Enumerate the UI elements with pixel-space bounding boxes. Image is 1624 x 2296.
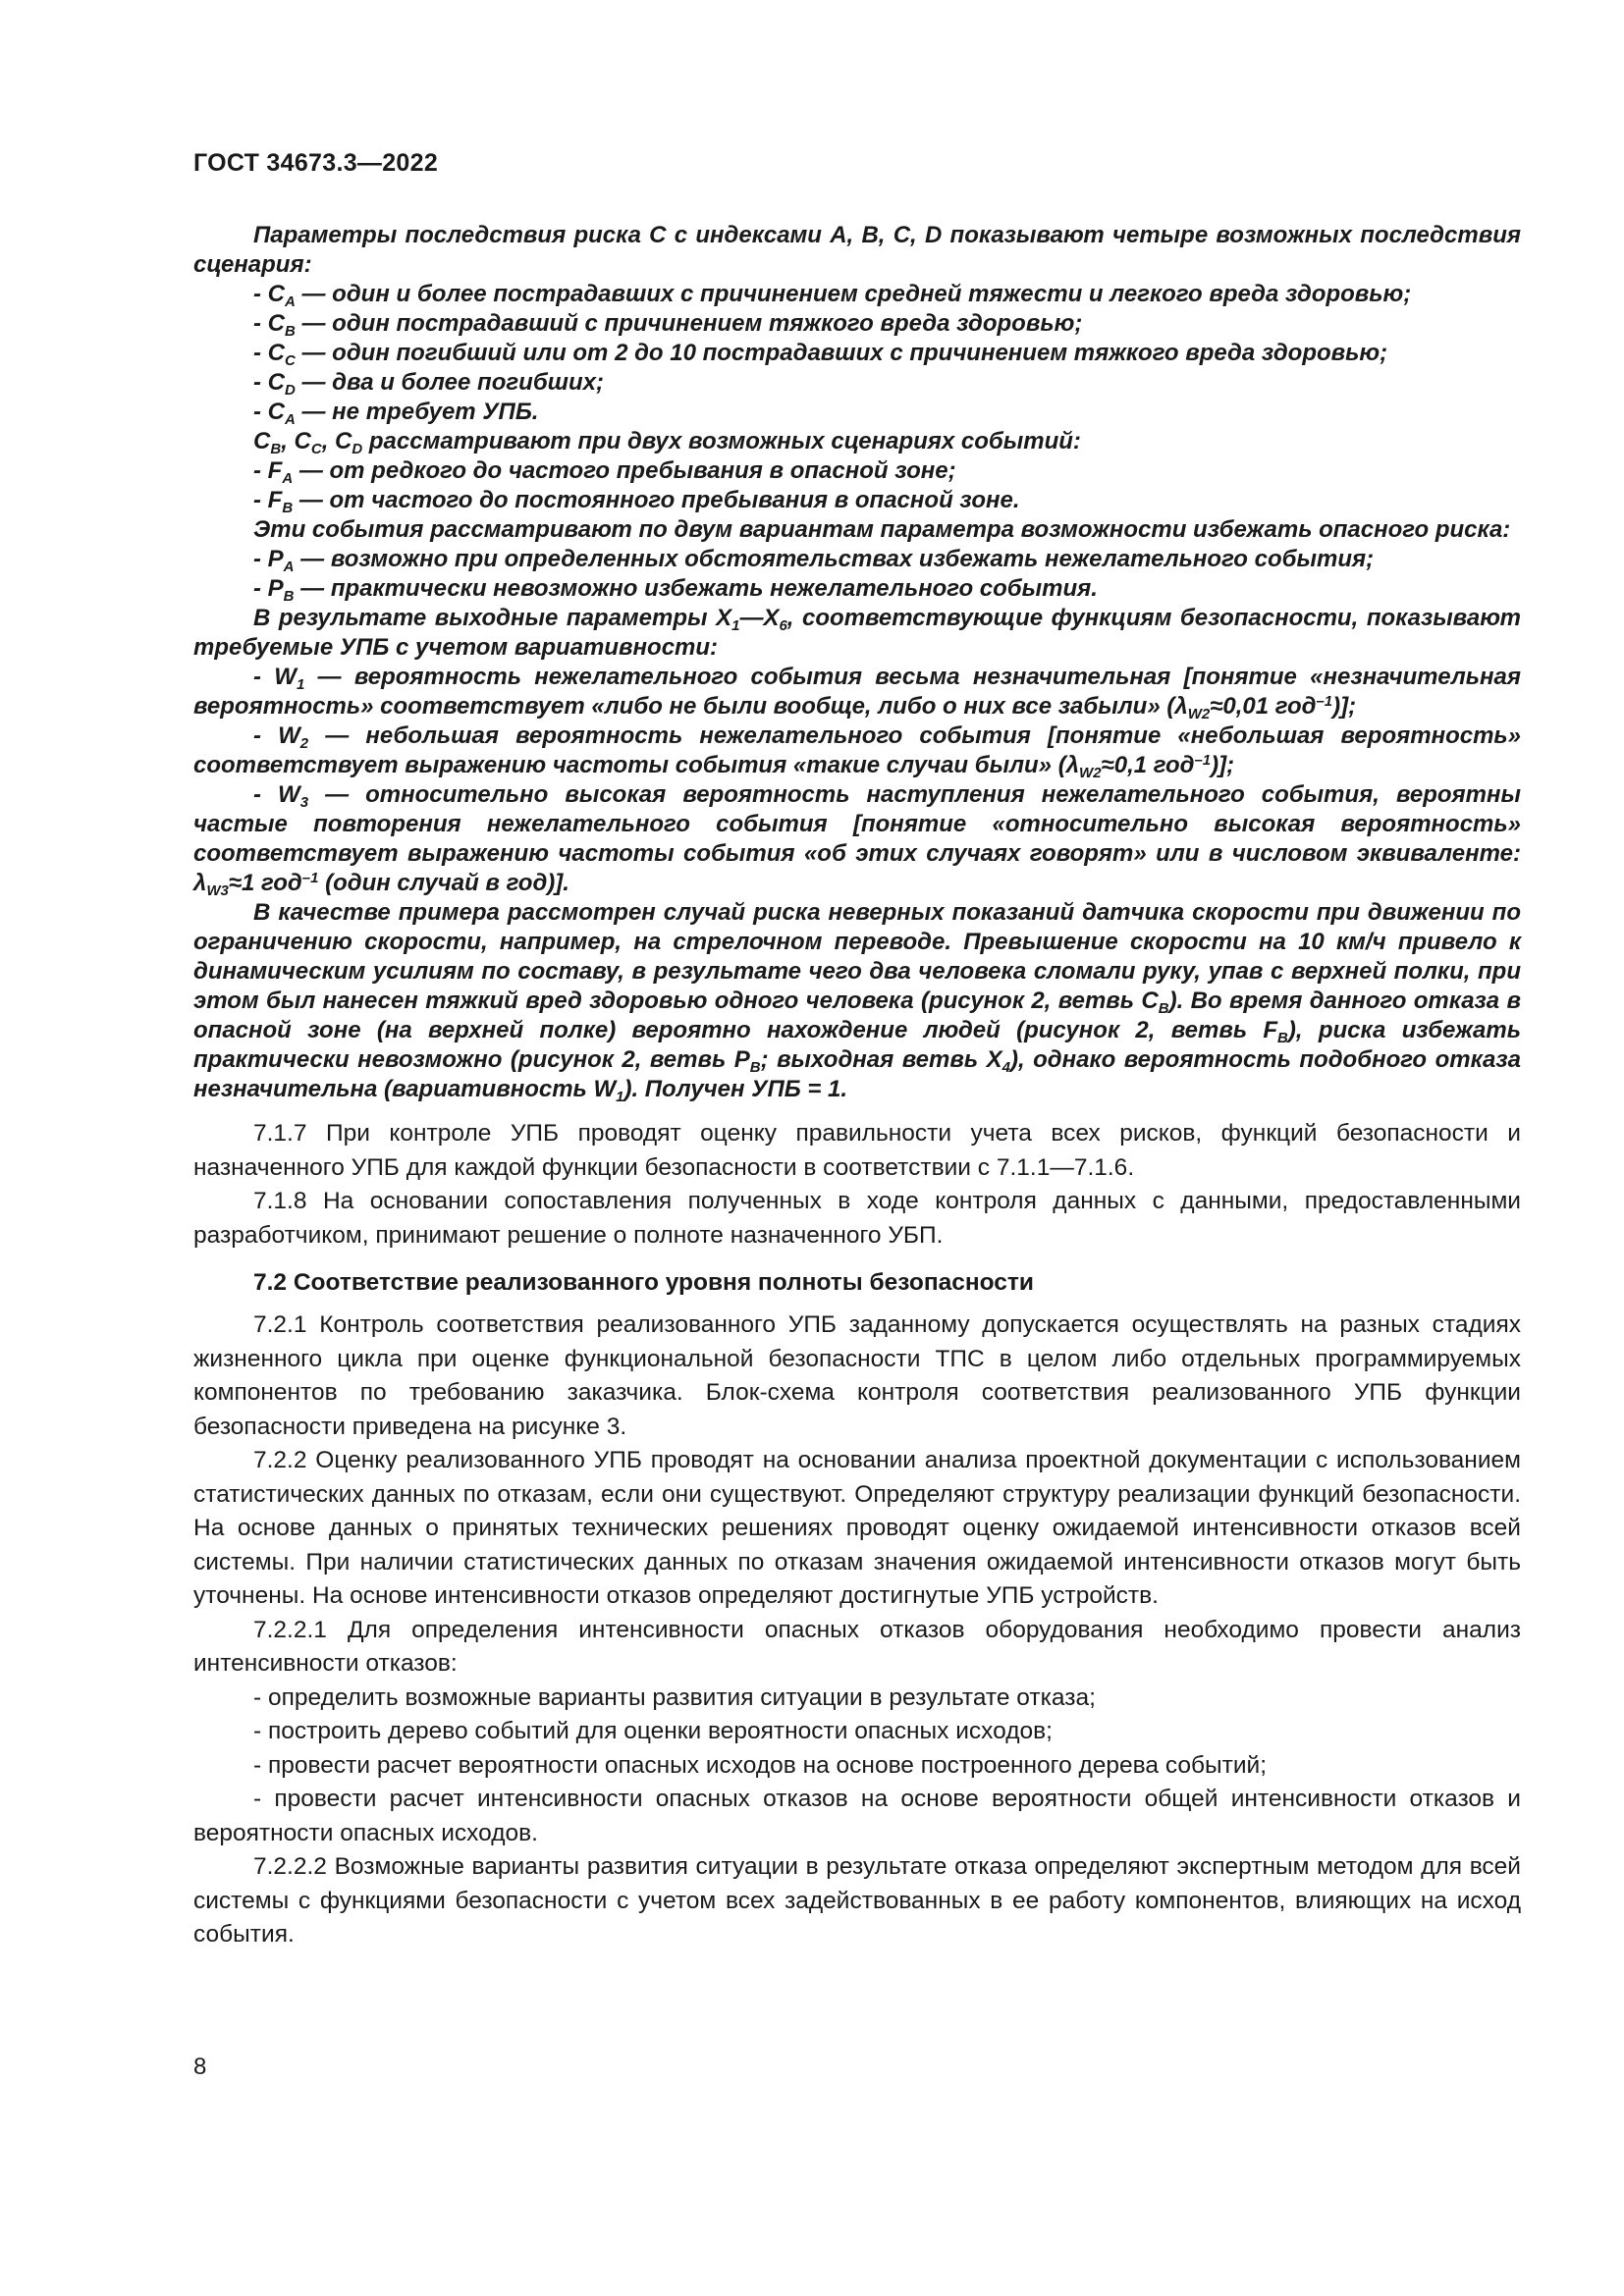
paragraph-7-1-8: 7.1.8 На основании сопоставления полученных в ходе контроля данных с данными, предоставленными разработчиком, принимают решение о полноте назначенного УБП. bbox=[193, 1188, 1521, 1249]
list-item: - построить дерево событий для оценки вероятности опасных исходов; bbox=[253, 1718, 1053, 1744]
paragraph-7-2-1: 7.2.1 Контроль соответствия реализованного УПБ заданному допускается осуществлять на разных стадиях жизненного цикла при оценке функциональной безопасности ТПС в целом либо отдельных программируемых компонентов по требованию заказчика. Блок-схема контроля соответствия реализованного УПБ функции безопасности приведена на рисунке 3. bbox=[193, 1311, 1521, 1440]
list-item: - $C_B$ — один пострадавший с причинением тяжкого вреда здоровью; bbox=[253, 310, 1083, 340]
list-item: - $C_D$ — два и более погибших; bbox=[253, 369, 605, 399]
list-item: - $C_C$ — один погибший или от 2 до 10 пострадавших с причинением тяжкого вреда здоровью; bbox=[253, 340, 1388, 369]
list-item: - $F_B$ — от частого до постоянного пребывания в опасной зоне. bbox=[253, 487, 1020, 516]
paragraph-7-2-2-2: 7.2.2.2 Возможные варианты развития ситуации в результате отказа определяют экспертным методом для всей системы с функциями безопасности с учетом всех задействованных в ее работу компонентов, влияющих на исход события. bbox=[193, 1853, 1521, 1948]
list-item: - провести расчет интенсивности опасных отказов на основе вероятности общей интенсивности отказов и вероятности опасных исходов. bbox=[193, 1786, 1521, 1846]
list-item: - $P_B$ — практически невозможно избежать нежелательного события. bbox=[253, 575, 1098, 605]
consequence-intro: Параметры последствия риска C с индексами A, B, C, D показывают четыре возможных последствия сценария: bbox=[193, 222, 1521, 278]
events-paragraph: Эти события рассматривают по двум вариантам параметра возможности избежать опасного риска: bbox=[253, 516, 1511, 543]
list-item: - $C_A$ — один и более пострадавших с причинением средней тяжести и легкого вреда здоровью; bbox=[253, 281, 1412, 310]
document-header: ГОСТ 34673.3—2022 bbox=[193, 149, 439, 177]
paragraph-7-2-2-1: 7.2.2.1 Для определения интенсивности опасных отказов оборудования необходимо провести анализ интенсивности отказов: bbox=[193, 1616, 1521, 1677]
list-item: - $P_A$ — возможно при определенных обстоятельствах избежать нежелательного события; bbox=[253, 546, 1375, 575]
paragraph-7-1-7: 7.1.7 При контроле УПБ проводят оценку правильности учета всех рисков, функций безопасности и назначенного УПБ для каждой функции безопасности в соответствии с 7.1.1—7.1.6. bbox=[193, 1120, 1521, 1181]
list-item: - определить возможные варианты развития ситуации в результате отказа; bbox=[253, 1683, 1096, 1711]
list-item: - провести расчет вероятности опасных исходов на основе построенного дерева событий; bbox=[253, 1751, 1268, 1779]
w2-paragraph: - $W_2$ — небольшая вероятность нежелательного события [понятие «небольшая вероятность» соответствует выражению частоты события «такие случаи были» ($\lambda_{W2}\approx 0,1$ год$^{-1}$)]; bbox=[193, 722, 1522, 781]
list-item: - $C_A$ — не требует УПБ. bbox=[253, 399, 539, 428]
scenario-paragraph: $C_B$, $C_C$, $C_D$ рассматривают при двух возможных сценариях событий: bbox=[253, 428, 1081, 457]
example-paragraph: В качестве примера рассмотрен случай риска неверных показаний датчика скорости при движении по ограничению скорости, например, на стрелочном переводе. Превышение скорости на 10 км/ч привело к динамическим усилиям по составу, в результате чего два человека сломали руку, упав с верхней полки, при этом был нанесен тяжкий вред здоровью одного человека (рисунок 2, ветвь $C_B$). Во время данного отказа в опасной зоне (на верхней полке) вероятно нахождение людей (рисунок 2, ветвь $F_B$), риска избежать практически невозможно (рисунок 2, ветвь $P_B$; выходная ветвь $X_4$), однако вероятность подобного отказа незначительна (вариативность $W_1$). Получен УПБ = 1. bbox=[193, 899, 1521, 1105]
section-heading-7-2: 7.2 Соответствие реализованного уровня полноты безопасности bbox=[253, 1269, 1034, 1296]
main-body bbox=[193, 1117, 1521, 1952]
italic-block bbox=[193, 221, 1521, 1104]
list-item: - $F_A$ — от редкого до частого пребывания в опасной зоне; bbox=[253, 457, 956, 487]
page-number: 8 bbox=[193, 2054, 207, 2080]
result-paragraph: В результате выходные параметры $X_1—X_6$, соответствующие функциям безопасности, показывают требуемые УПБ с учетом вариативности: bbox=[193, 605, 1521, 661]
page-content bbox=[193, 221, 1521, 1952]
paragraph-7-2-2: 7.2.2 Оценку реализованного УПБ проводят на основании анализа проектной документации с использованием статистических данных по отказам, если они существуют. Определяют структуру реализации функций безопасности. На основе данных о принятых технических решениях проводят оценку ожидаемой интенсивности отказов всей системы. При наличии статистических данных по отказам значения ожидаемой интенсивности отказов могут быть уточнены. На основе интенсивности отказов определяют достигнутые УПБ устройств. bbox=[193, 1447, 1521, 1609]
w3-paragraph: - $W_3$ — относительно высокая вероятность наступления нежелательного события, вероятны частые повторения нежелательного события [понятие «относительно высокая вероятность» соответствует выражению частоты события «об этих случаях говорят» или в числовом эквиваленте: $\lambda_{W3}\approx 1$ год$^{-1}$ (один случай в год)]. bbox=[193, 781, 1522, 899]
w1-paragraph: - $W_1$ — вероятность нежелательного события весьма незначительная [понятие «незначительная вероятность» соответствует «либо не были вообще, либо о них все забыли» ($\lambda_{W2}\approx 0,01$ год$^{-1}$)]; bbox=[193, 664, 1522, 722]
